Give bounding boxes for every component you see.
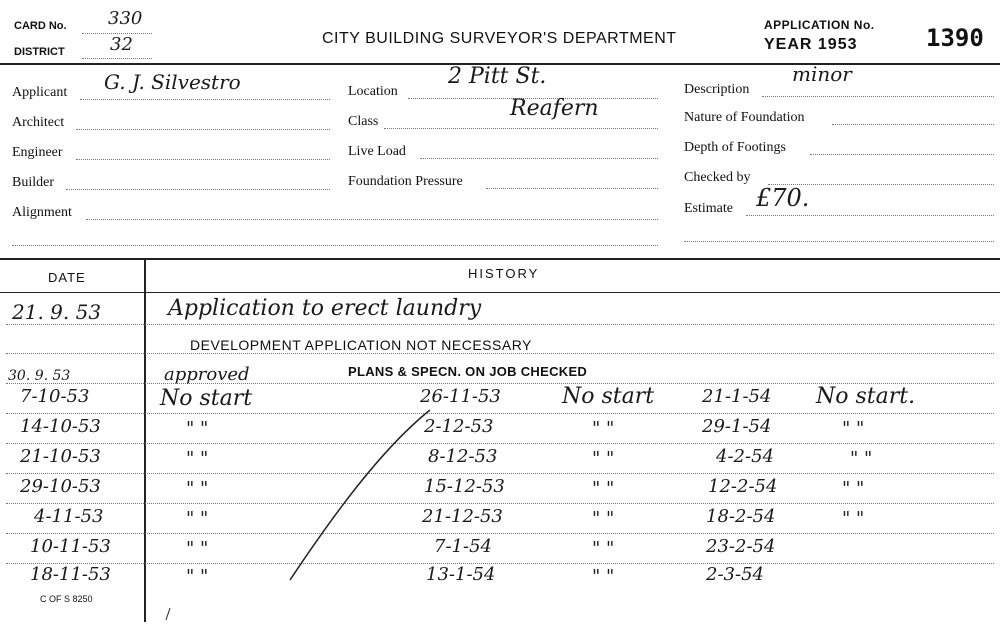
class-label: Class — [348, 114, 379, 129]
col1-note: " " — [186, 418, 209, 439]
col3-date: 21-1-54 — [702, 386, 772, 407]
foundation-pressure-label: Foundation Pressure — [348, 174, 463, 189]
col2-date: 7-1-54 — [434, 536, 492, 557]
stamp-development-not-necessary: DEVELOPMENT APPLICATION NOT NECESSARY — [190, 337, 532, 353]
col3-date: 23-2-54 — [706, 536, 776, 557]
col2-date: 15-12-53 — [424, 476, 505, 497]
col1-note: " " — [186, 508, 209, 529]
col3-date: 18-2-54 — [706, 506, 776, 527]
col2-date: 26-11-53 — [420, 386, 501, 407]
card-no-label: CARD No. — [14, 20, 67, 32]
description-label: Description — [684, 82, 750, 97]
col2-date: 13-1-54 — [426, 564, 496, 585]
application-no-label: APPLICATION No. — [764, 18, 875, 32]
architect-label: Architect — [12, 115, 65, 130]
col1-note: " " — [186, 448, 209, 469]
estimate-label: Estimate — [684, 201, 733, 216]
col1-note: No start — [160, 386, 253, 411]
col2-date: 2-12-53 — [424, 416, 494, 437]
application-no-value: 1390 — [926, 24, 984, 52]
col2-note: " " — [592, 538, 615, 559]
entry1-text: Application to erect laundry — [168, 296, 482, 321]
applicant-label: Applicant — [12, 85, 68, 100]
entry2-text: approved — [164, 364, 250, 385]
card-no-value: 330 — [108, 8, 143, 29]
location-label: Location — [348, 84, 398, 99]
col2-note: " " — [592, 508, 615, 529]
col1-note: " " — [186, 566, 209, 587]
district-label: DISTRICT — [14, 46, 65, 58]
district-value: 32 — [110, 34, 133, 55]
applicant-value: G. J. Silvestro — [104, 70, 241, 94]
estimate-value: £70. — [756, 184, 810, 212]
entry1-date: 21. 9. 53 — [12, 300, 102, 324]
description-value: minor — [792, 62, 852, 86]
entry2-date: 30. 9. 53 — [8, 368, 71, 384]
checked-by-label: Checked by — [684, 170, 751, 185]
col1-note: " " — [186, 538, 209, 559]
stamp-plans-checked: PLANS & SPECN. ON JOB CHECKED — [348, 364, 588, 379]
alignment-label: Alignment — [12, 205, 72, 220]
department-title: CITY BUILDING SURVEYOR'S DEPARTMENT — [322, 30, 677, 47]
col3-note: " " — [842, 508, 865, 529]
col2-note: " " — [592, 478, 615, 499]
col2-note: " " — [592, 448, 615, 469]
col1-date: 10-11-53 — [30, 536, 111, 557]
col3-note: No start. — [816, 384, 916, 409]
col3-date: 4-2-54 — [716, 446, 774, 467]
depth-of-footings-label: Depth of Footings — [684, 140, 786, 155]
col1-date: 21-10-53 — [20, 446, 101, 467]
col2-note: " " — [592, 418, 615, 439]
col1-date: 18-11-53 — [30, 564, 111, 585]
col3-note: " " — [842, 418, 865, 439]
engineer-label: Engineer — [12, 145, 63, 160]
col3-date: 29-1-54 — [702, 416, 772, 437]
col2-date: 21-12-53 — [422, 506, 503, 527]
col3-date: 12-2-54 — [708, 476, 778, 497]
col1-note: " " — [186, 478, 209, 499]
col2-note: No start — [562, 384, 655, 409]
col1-date: 14-10-53 — [20, 416, 101, 437]
class-value: Reafern — [510, 96, 599, 121]
col3-note: " " — [850, 448, 873, 469]
nature-of-foundation-label: Nature of Foundation — [684, 110, 805, 125]
date-heading: DATE — [48, 270, 86, 285]
form-code: C OF S 8250 — [40, 594, 93, 604]
col2-note: " " — [592, 566, 615, 587]
live-load-label: Live Load — [348, 144, 406, 159]
col2-date: 8-12-53 — [428, 446, 498, 467]
col3-note: " " — [842, 478, 865, 499]
history-heading: HISTORY — [468, 266, 540, 281]
location-value: 2 Pitt St. — [448, 64, 547, 89]
col1-date: 4-11-53 — [34, 506, 104, 527]
col3-date: 2-3-54 — [706, 564, 764, 585]
builder-label: Builder — [12, 175, 54, 190]
col1-date: 7-10-53 — [20, 386, 90, 407]
year-label: YEAR 1953 — [764, 36, 858, 53]
col1-date: 29-10-53 — [20, 476, 101, 497]
